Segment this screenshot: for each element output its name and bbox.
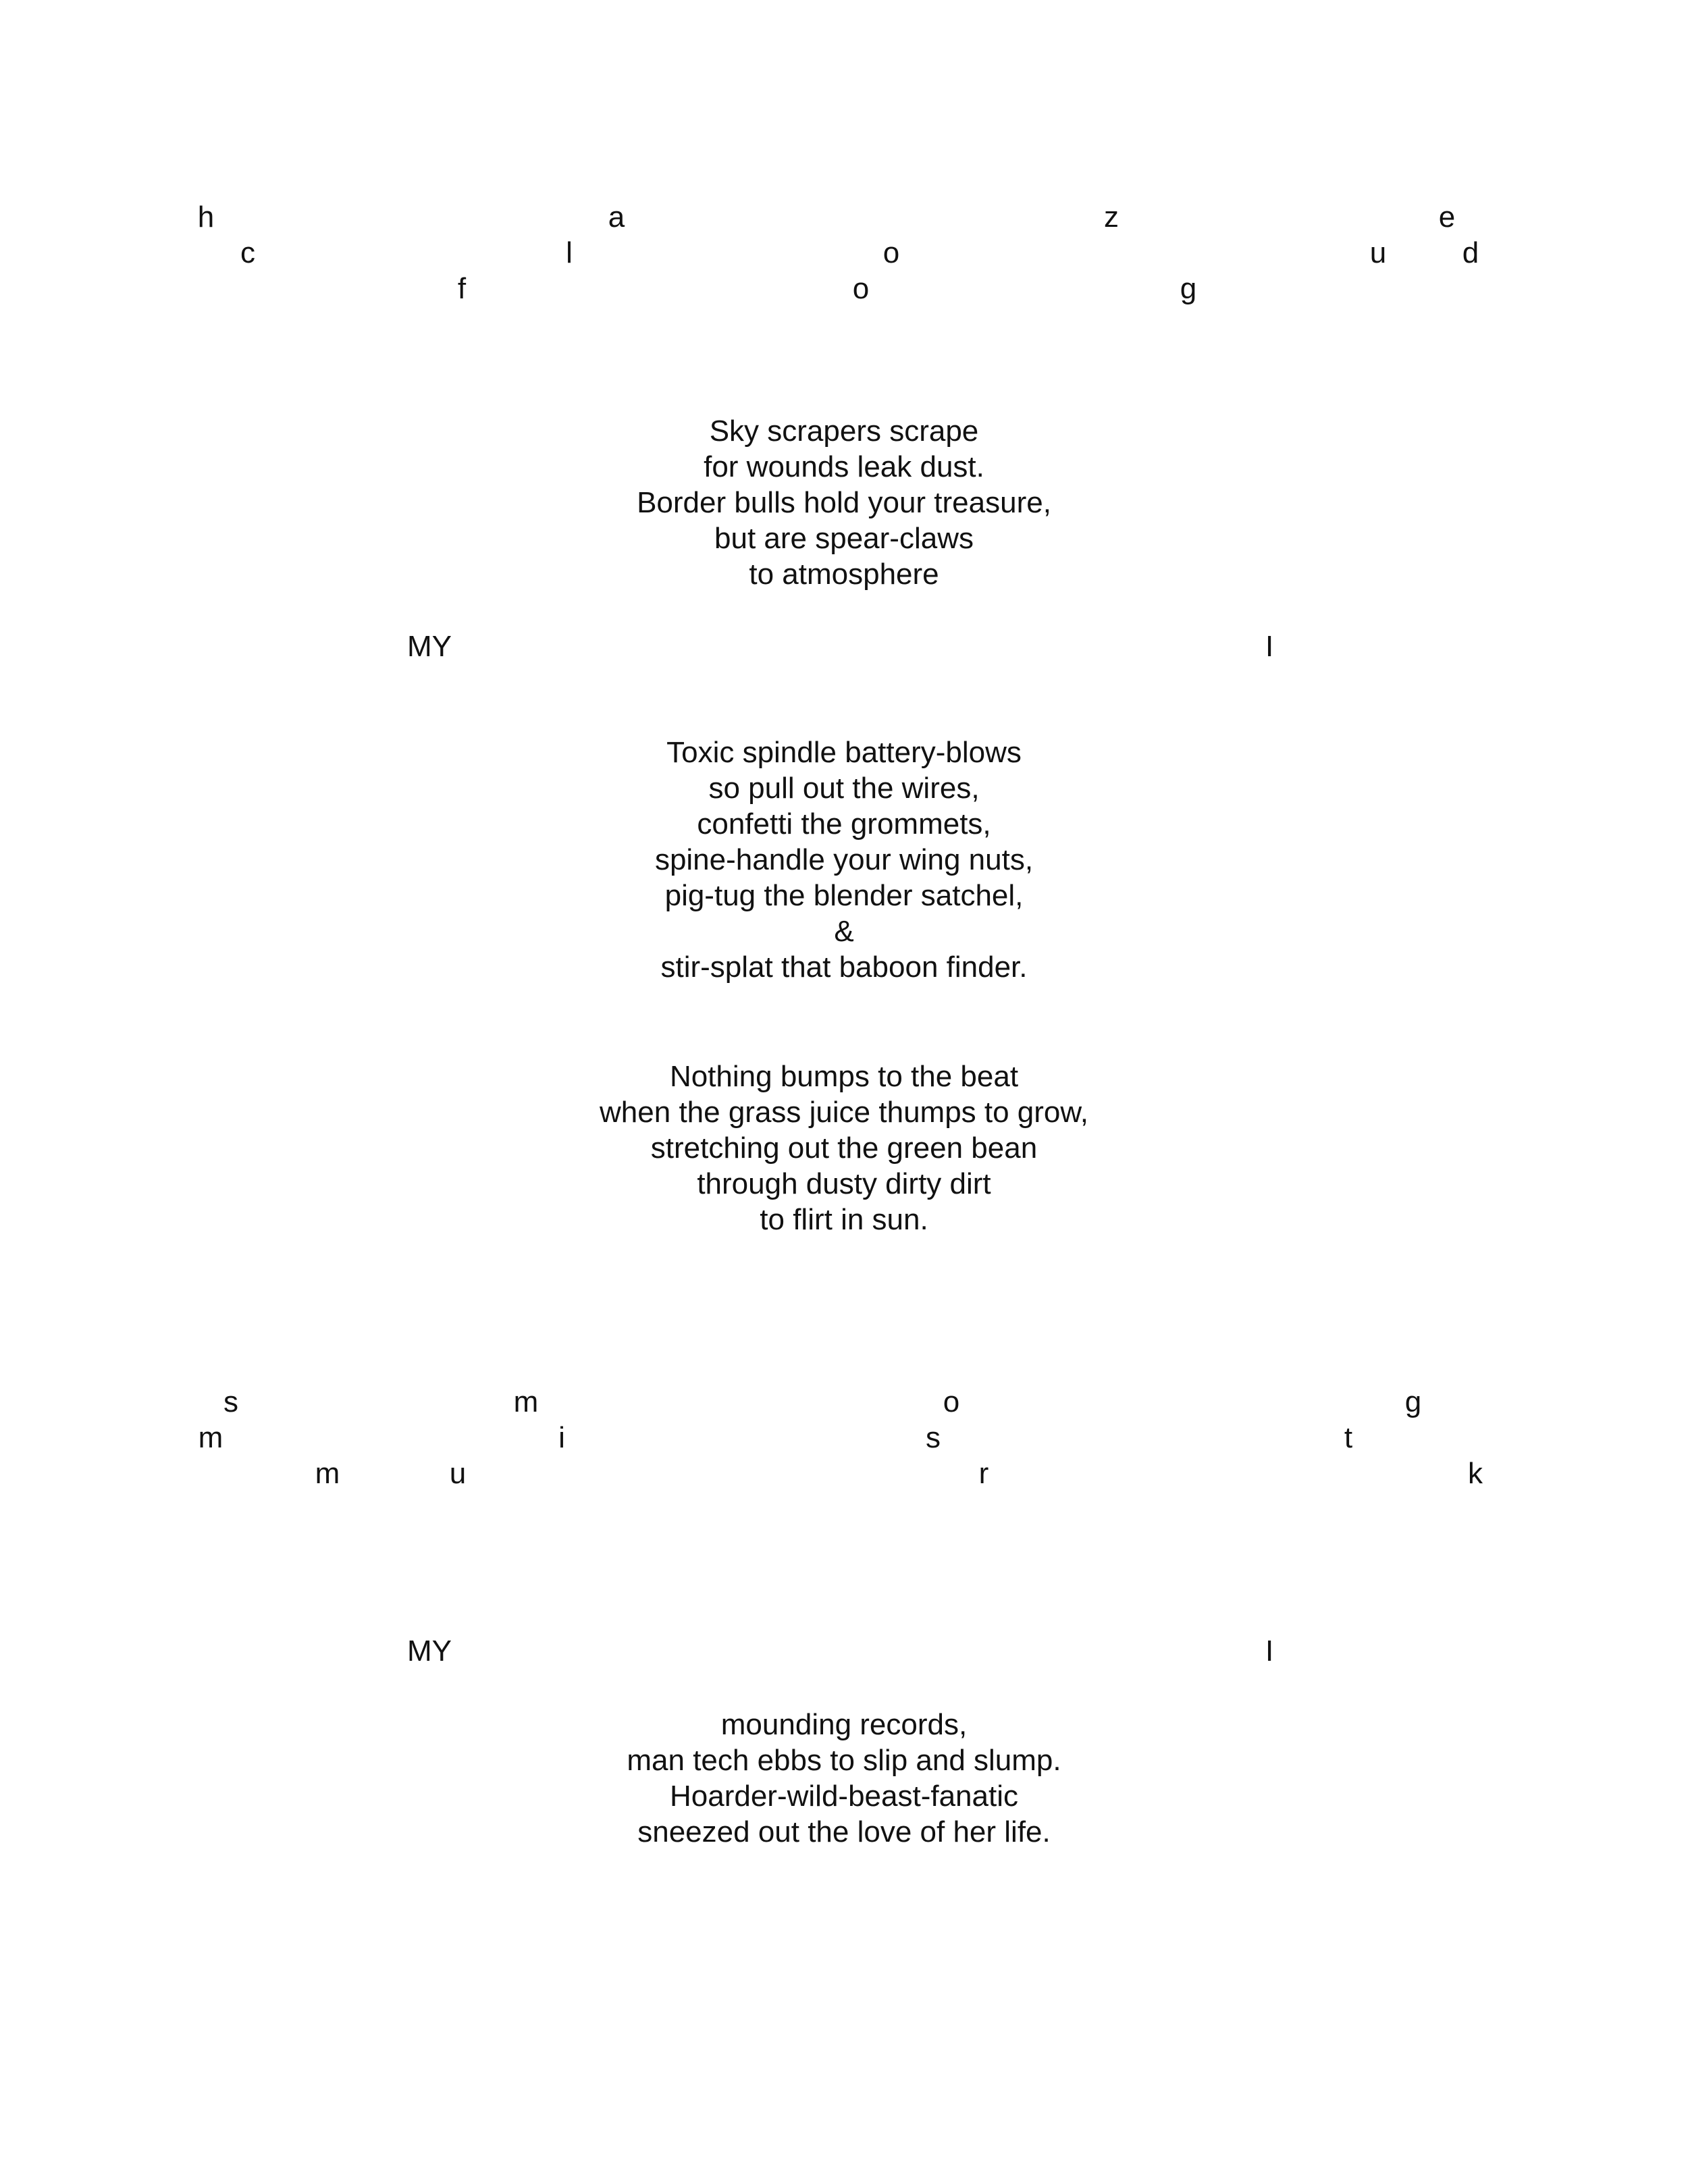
verse-line: through dusty dirty dirt [697,1167,991,1200]
verse-line: pig-tug the blender satchel, [664,879,1024,912]
fragment-my: MY [407,630,452,663]
scatter-letter: z [1104,201,1119,234]
verse-line: to atmosphere [749,558,939,591]
scatter-letter: g [1180,272,1197,305]
scatter-letter: m [513,1385,539,1418]
scatter-letter: i [558,1421,565,1454]
verse-line: for wounds leak dust. [704,450,984,483]
scatter-letter: e [1438,201,1456,234]
verse-line: Border bulls hold your treasure, [637,486,1051,519]
stanza-2 [0,735,1688,985]
verse-line: stir-splat that baboon finder. [660,951,1028,984]
scatter-letter: g [1404,1385,1422,1418]
verse-line: Hoarder-wild-beast-fanatic [670,1780,1018,1813]
verse-line: to flirt in sun. [760,1203,928,1236]
scatter-letter: k [1468,1457,1483,1490]
verse-line: & [834,915,854,948]
scatter-letter: r [978,1457,989,1490]
verse-line: stretching out the green bean [650,1131,1038,1165]
scatter-letter: o [882,236,900,269]
verse-line: but are spear-claws [714,522,974,555]
stanza-3 [0,1059,1688,1237]
scatter-letter: s [223,1385,238,1418]
scatter-letter: t [1344,1421,1353,1454]
scatter-letter: u [1369,236,1387,269]
fragment-i: I [1265,630,1274,663]
stanza-1 [0,413,1688,592]
scatter-letter: s [926,1421,941,1454]
scatter-letter: u [449,1457,467,1490]
verse-line: when the grass juice thumps to grow, [600,1096,1088,1129]
verse-line: confetti the grommets, [697,807,991,841]
fragment-i: I [1265,1634,1274,1668]
scatter-letter: f [457,272,467,305]
fragment-my: MY [407,1634,452,1668]
scatter-letter: l [566,236,573,269]
scatter-letter: m [198,1421,223,1454]
verse-line: Toxic spindle battery-blows [666,736,1022,769]
verse-line: spine-handle your wing nuts, [654,843,1034,876]
scatter-letter: m [315,1457,340,1490]
stanza-4 [0,1707,1688,1850]
scatter-letter: o [943,1385,960,1418]
scatter-letter: d [1462,236,1479,269]
verse-line: mounding records, [720,1708,968,1741]
verse-line: Sky scrapers scrape [709,415,979,448]
scatter-letter: o [852,272,870,305]
scatter-letter: h [197,201,215,234]
verse-line: so pull out the wires, [708,772,980,805]
scatter-letter: c [240,236,255,269]
verse-line: Nothing bumps to the beat [669,1060,1019,1093]
verse-line: sneezed out the love of her life. [637,1815,1051,1848]
scatter-letter: a [608,201,625,234]
verse-line: man tech ebbs to slip and slump. [627,1744,1061,1777]
